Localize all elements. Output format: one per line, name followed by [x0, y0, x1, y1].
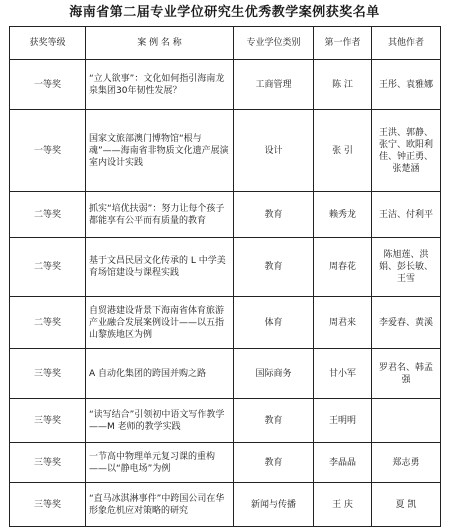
- case-name: “读写结合”引领初中语文写作教学——M 老师的教学实践: [86, 399, 234, 443]
- degree-category: 教育: [234, 399, 314, 443]
- case-name: A 自动化集团的跨国并购之路: [86, 349, 234, 399]
- degree-category: 新闻与传播: [234, 483, 314, 527]
- case-name: 抓实“培优扶弱”：努力让每个孩子都能享有公平而有质量的教育: [86, 192, 234, 238]
- first-author: 周春花: [314, 238, 372, 297]
- other-authors: 郑志勇: [372, 443, 441, 483]
- degree-category: 教育: [234, 238, 314, 297]
- award-level: 二等奖: [10, 238, 86, 297]
- first-author: 李晶晶: [314, 443, 372, 483]
- award-level: 二等奖: [10, 192, 86, 238]
- first-author: 陈 江: [314, 60, 372, 110]
- table-row: [10, 60, 441, 110]
- table-row: [10, 349, 441, 399]
- degree-category: 体育: [234, 297, 314, 349]
- case-name: 国家文旅部澳门博物馆“根与魂”——海南省非物质文化遗产展演室内设计实践: [86, 110, 234, 192]
- case-name: 一节高中物理单元复习课的重构——以“静电场”为例: [86, 443, 234, 483]
- other-authors: 陈旭莲、洪娟、彭长敏、王雪: [372, 238, 441, 297]
- table-row: [10, 110, 441, 192]
- table-row: [10, 192, 441, 238]
- other-authors: 李爱春、黄溪: [372, 297, 441, 349]
- degree-category: 教育: [234, 192, 314, 238]
- first-author: 赖秀龙: [314, 192, 372, 238]
- award-level: 三等奖: [10, 483, 86, 527]
- document-title: 海南省第二届专业学位研究生优秀教学案例获奖名单: [69, 5, 380, 20]
- other-authors: 王彤、袁雅娜: [372, 60, 441, 110]
- first-author: 张 引: [314, 110, 372, 192]
- award-level: 二等奖: [10, 297, 86, 349]
- header-case-name: 案 例 名 称: [86, 27, 234, 60]
- first-author: 王明明: [314, 399, 372, 443]
- degree-category: 教育: [234, 443, 314, 483]
- first-author: 甘小军: [314, 349, 372, 399]
- table-row: [10, 238, 441, 297]
- degree-category: 工商管理: [234, 60, 314, 110]
- case-name: “立人欲事”：文化如何指引海南龙泉集团30年韧性发展？: [86, 60, 234, 110]
- header-level: 获奖等级: [10, 27, 86, 60]
- award-level: 一等奖: [10, 110, 86, 192]
- header-first-author: 第一作者: [314, 27, 372, 60]
- case-name: 基于文昌民居文化传承的 L 中学美育场馆建设与课程实践: [86, 238, 234, 297]
- table-row: [10, 443, 441, 483]
- first-author: 王 庆: [314, 483, 372, 527]
- other-authors: [372, 399, 441, 443]
- award-level: 三等奖: [10, 399, 86, 443]
- award-level: 一等奖: [10, 60, 86, 110]
- other-authors: 王洪、郭静、张宁、欧阳利佳、钟正勇、张楚涵: [372, 110, 441, 192]
- degree-category: 国际商务: [234, 349, 314, 399]
- other-authors: 夏 凯: [372, 483, 441, 527]
- award-level: 三等奖: [10, 443, 86, 483]
- header-other-authors: 其他作者: [372, 27, 441, 60]
- table-row: [10, 483, 441, 527]
- awards-table: [9, 26, 441, 527]
- table-row: [10, 297, 441, 349]
- award-level: 三等奖: [10, 349, 86, 399]
- case-name: “直马冰淇淋事件”中跨国公司在华形象危机应对策略的研究: [86, 483, 234, 527]
- case-name: 自贸港建设背景下海南省体育旅游产业融合发展案例设计——以五指山黎族地区为例: [86, 297, 234, 349]
- other-authors: 王洁、付利平: [372, 192, 441, 238]
- table-header-row: [10, 27, 441, 60]
- header-category: 专业学位类别: [234, 27, 314, 60]
- other-authors: 罗君名、韩孟强: [372, 349, 441, 399]
- first-author: 周君来: [314, 297, 372, 349]
- table-row: [10, 399, 441, 443]
- degree-category: 设计: [234, 110, 314, 192]
